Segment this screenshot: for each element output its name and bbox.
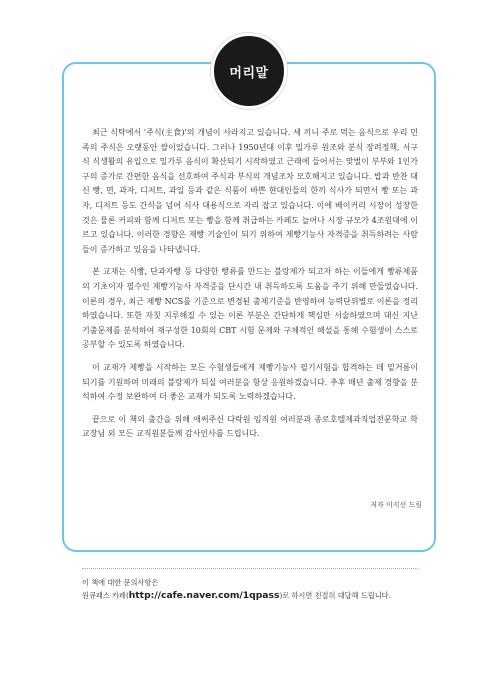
footer-prefix: 원큐패스 카페( xyxy=(82,591,129,600)
footer-divider xyxy=(82,568,418,569)
preface-title-badge xyxy=(211,33,287,109)
preface-title: 머리말 xyxy=(229,65,269,81)
preface-body xyxy=(82,126,418,450)
author-signature: 저자 이지선 드림 xyxy=(370,501,422,509)
footer-suffix: )로 하시면 친절히 대답해 드립니다. xyxy=(279,591,391,600)
paragraph-2: 본 교재는 식빵, 단과자빵 등 다양한 빵류를 만드는 블랑제가 되고자 하는 이들에게 빵류제품의 기초이자 필수인 제빵기능사 자격증을 단시간 내 취득하도록 도움을 주기 위해 만들었습니다. 이론의 경우, 최근 제빵 NCS를 기준으로 변경된 출제기준을 반영하여 능력단위별로 이론을 정리하였습니다. 또한 자칫 지루해질 수 있는 이론 부분은 간단하게 핵심만 서술하였으며 대신 지난 기출문제를 분석하여 재구성한 10회의 CBT 시험 문제와 구체적인 해설을 통해 수험생이 스스로 공부할 수 있도록 하였습니다. xyxy=(82,267,418,350)
contact-footer xyxy=(82,576,422,602)
paragraph-4: 끝으로 이 책의 출간을 위해 애써주신 다락원 임직원 여러분과 종로호텔제과직업전문학교 학교장님 외 모든 교직원분들께 감사인사를 드립니다. xyxy=(82,414,418,439)
footer-line-2 xyxy=(82,589,422,602)
cafe-url-link[interactable]: http://cafe.naver.com/1qpass xyxy=(128,590,280,601)
paragraph-1: 최근 식탁에서 '주식(主食)'의 개념이 사라지고 있습니다. 세 끼니 주로 먹는 음식으로 우리 민족의 주식은 오랫동안 쌀이었습니다. 그러나 1950년대 이후 밀가루 원조와 분식 장려정책, 서구식 식생활의 유입으로 밀가루 음식이 확산되기 시작하였고 근래에 들어서는 맞벌이 부부와 1인가구의 증가로 간편한 음식을 선호하여 주식과 부식의 개념조차 모호해지고 있습니다. 밥과 반찬 대신 빵, 면, 과자, 디저트, 과일 등과 같은 식품이 바쁜 현대인들의 한끼 식사가 되면서 빵 또는 과자, 디저트 등도 간식을 넘어 식사 대용식으로 자리 잡고 있습니다. 이에 베이커리 시장이 성장한 것은 물론 커피와 함께 디저트 또는 빵을 함께 취급하는 카페도 늘어나 시장 규모가 4조원대에 이르고 있습니다. 이러한 경향은 제빵 기술인이 되기 위하여 제빵기능사 자격증을 취득하려는 사람들이 증가하고 있음을 나타냅니다. xyxy=(82,128,418,254)
paragraph-3: 이 교재가 제빵을 시작하는 모든 수험생들에게 제빵기능사 필기시험을 합격하는 데 밑거름이 되기를 기원하며 미래의 블랑제가 되실 여러분을 항상 응원하겠습니다. 추후 매년 출제 경향을 분석하여 수정 보완하여 더 좋은 교재가 되도록 노력하겠습니다. xyxy=(82,362,418,402)
footer-line-1: 이 책에 대한 문의사항은 xyxy=(82,578,159,587)
